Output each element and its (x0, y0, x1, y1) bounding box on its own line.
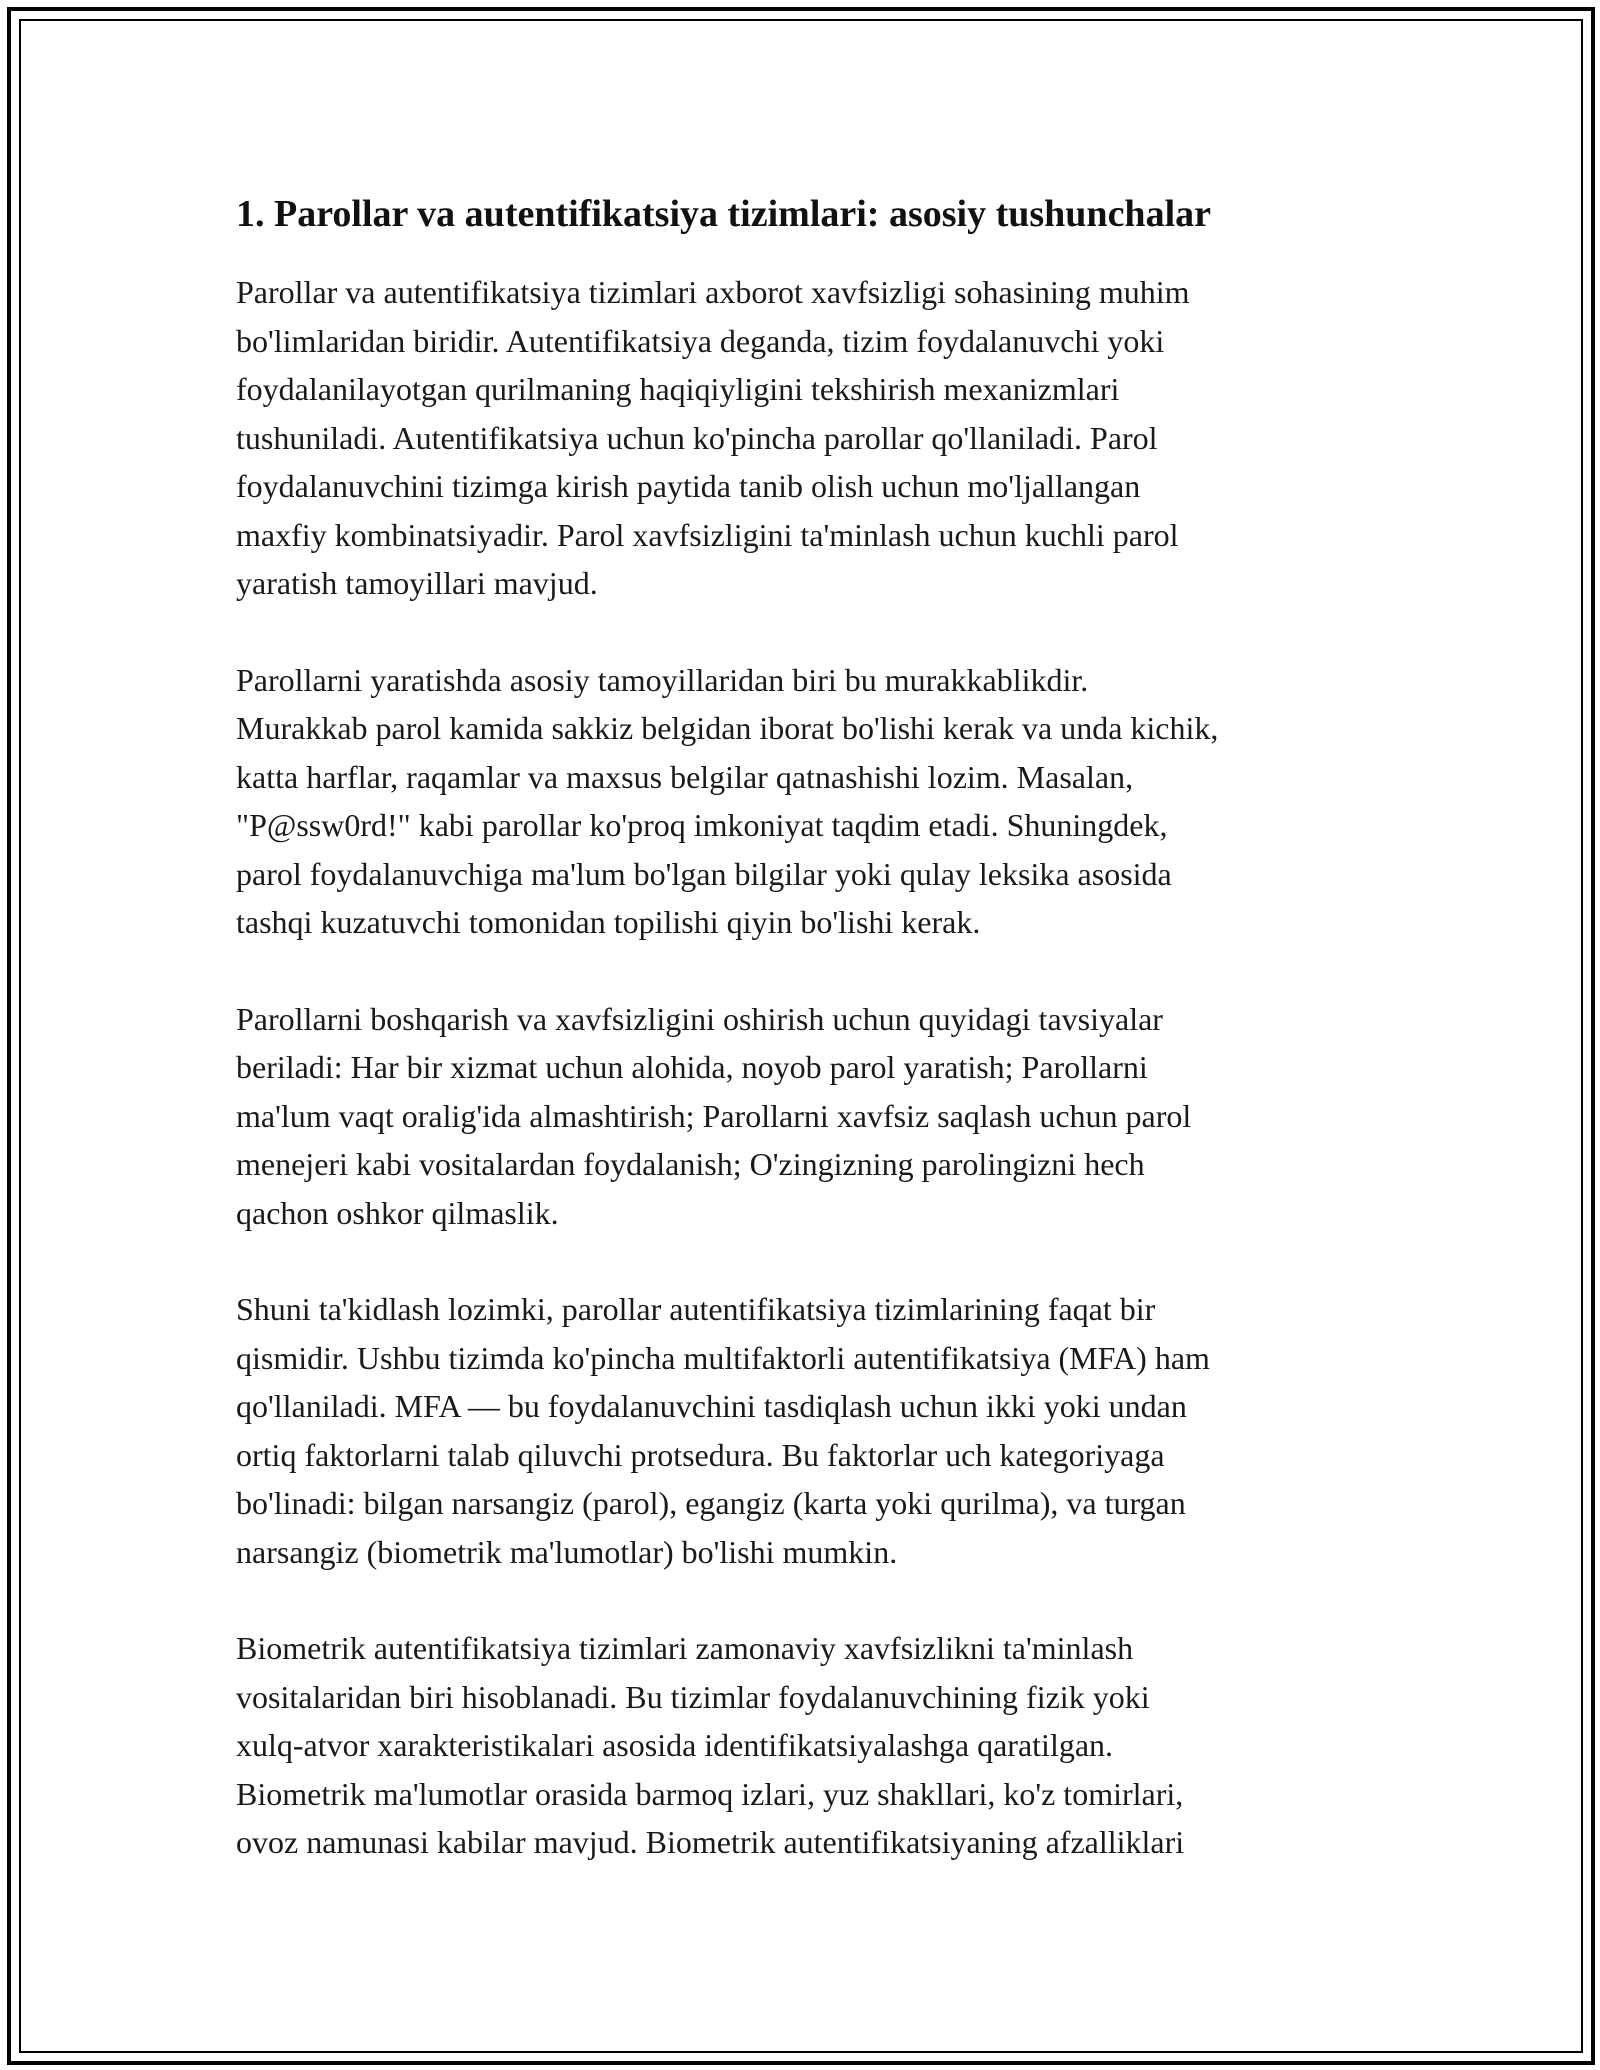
paragraph-recommendations: Parollarni boshqarish va xavfsizligini oshirish uchun quyidagi tavsiyalar beriladi: Har bir xizmat uchun alohida, noyob parol yaratish; Parollarni ma'lum vaqt oralig'ida almashtirish; Parollarni xavfsiz saqlash uchun parol menejeri kabi vositalardan foydalanish; O'zingizning parolingizni hech qachon oshkor qilmaslik. (236, 1000, 1192, 1231)
document-body (236, 188, 1366, 1915)
paragraph-biometric: Biometrik autentifikatsiya tizimlari zamonaviy xavfsizlikni ta'minlash vositalaridan biri hisoblanadi. Bu tizimlar foydalanuvchining fizik yoki xulq-atvor xarakteristikalari asosida identifikatsiyalashga qaratilgan. Biometrik ma'lumotlar orasida barmoq izlari, yuz shakllari, ko'z tomirlari, ovoz namunasi kabilar mavjud. Biometrik autentifikatsiyaning afzalliklari (236, 1630, 1185, 1860)
section-heading: 1. Parollar va autentifikatsiya tizimlari: asosiy tushunchalar (236, 193, 1211, 235)
paragraph-intro: Parollar va autentifikatsiya tizimlari axborot xavfsizligi sohasining muhim bo'limlaridan biridir. Autentifikatsiya deganda, tizim foydalanuvchi yoki foydalanilayotgan qurilmaning haqiqiyligini tekshirish mexanizmlari tushuniladi. Autentifikatsiya uchun ko'pincha parollar qo'llaniladi. Parol foydalanuvchini tizimga kirish paytida tanib olish uchun mo'ljallangan maxfiy kombinatsiyadir. Parol xavfsizligini ta'minlash uchun kuchli parol yaratish tamoyillari mavjud. (236, 274, 1190, 601)
paragraph-complexity: Parollarni yaratishda asosiy tamoyillaridan biri bu murakkablikdir. Murakkab parol kamida sakkiz belgidan iborat bo'lishi kerak va unda kichik, katta harflar, raqamlar va maxsus belgilar qatnashishi lozim. Masalan, "P@ssw0rd!" kabi parollar ko'proq imkoniyat taqdim etadi. Shuningdek, parol foydalanuvchiga ma'lum bo'lgan bilgilar yoki qulay leksika asosida tashqi kuzatuvchi tomonidan topilishi qiyin bo'lishi kerak. (236, 661, 1219, 940)
paragraph-mfa: Shuni ta'kidlash lozimki, parollar autentifikatsiya tizimlarining faqat bir qismidir. Ushbu tizimda ko'pincha multifaktorli autentifikatsiya (MFA) ham qo'llaniladi. MFA — bu foydalanuvchini tasdiqlash uchun ikki yoki undan ortiq faktorlarni talab qiluvchi protsedura. Bu faktorlar uch kategoriyaga bo'linadi: bilgan narsangiz (parol), egangiz (karta yoki qurilma), va turgan narsangiz (biometrik ma'lumotlar) bo'lishi mumkin. (236, 1291, 1210, 1570)
